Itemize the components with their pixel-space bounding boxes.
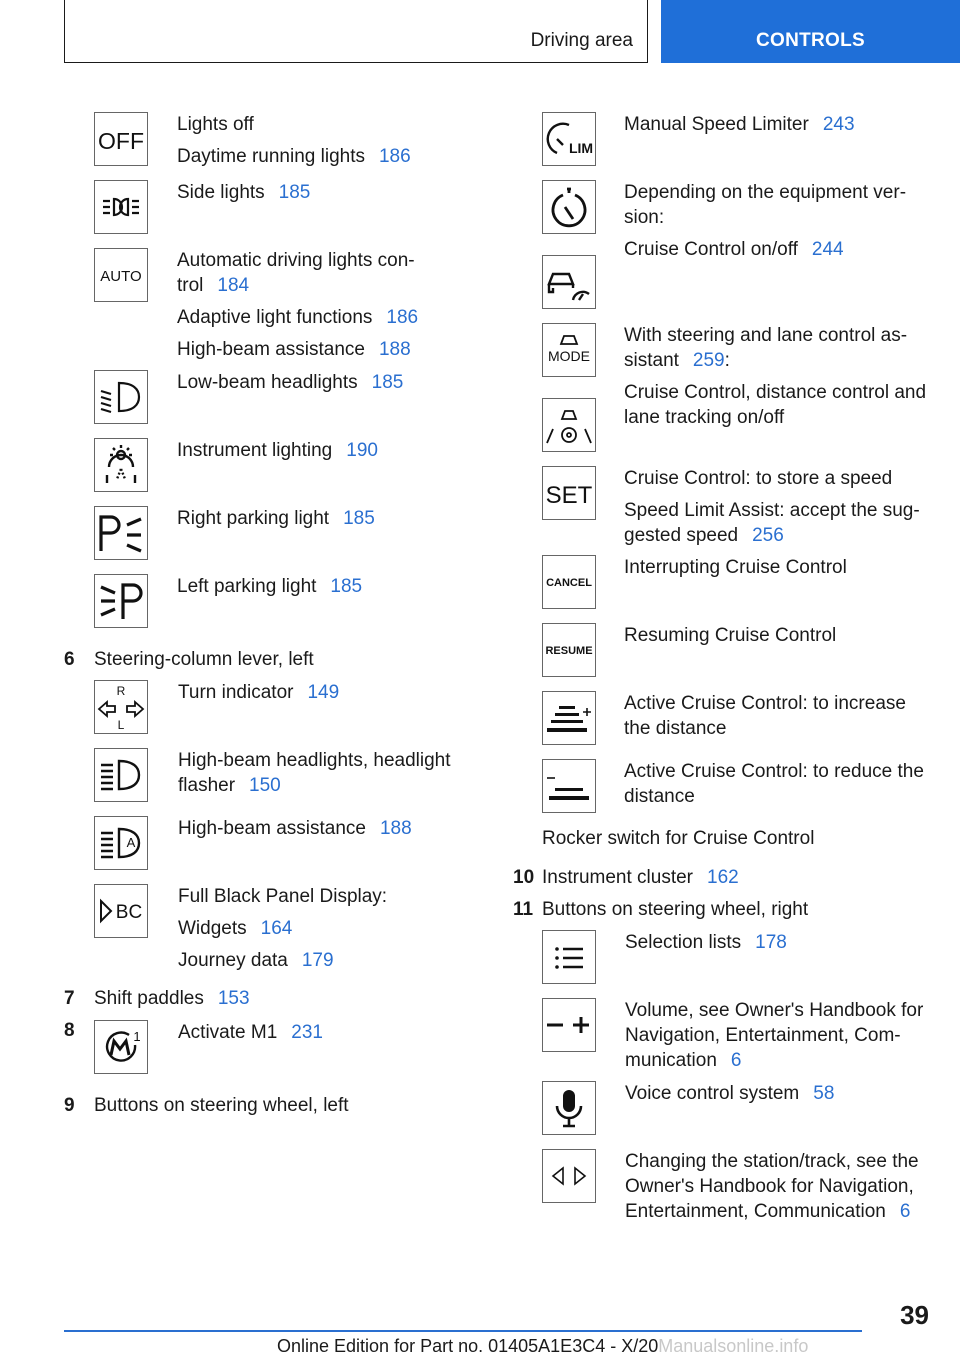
volume-icon (542, 998, 596, 1052)
low-beam-icon (94, 370, 148, 424)
right-parking-light-icon (94, 506, 148, 560)
side-lights-label: Side lights (177, 182, 265, 203)
speed-limiter-icon (542, 112, 596, 166)
cruise-row-7 (624, 623, 836, 655)
page-ref-link[interactable]: 231 (291, 1022, 323, 1043)
colon-suffix: : (724, 350, 730, 371)
item-number-7: 7 (64, 988, 75, 1009)
page-ref-link[interactable]: 188 (378, 339, 411, 360)
left-parking-light-icon (94, 574, 148, 628)
lane-steering-icon (542, 398, 596, 452)
item-number-6: 6 (64, 649, 75, 670)
distance-increase-icon (542, 691, 596, 745)
rocker-switch-label: Rocker switch for Cruise Control (542, 828, 815, 849)
lever-row-1 (178, 748, 451, 805)
instrument-cluster-label: Instrument cluster (542, 867, 693, 888)
shift-paddles-label: Shift paddles (94, 988, 204, 1009)
light-row-4 (177, 438, 378, 470)
adaptive-light-label: Adaptive light functions (177, 307, 373, 328)
lever-row-2 (178, 816, 412, 848)
page-ref-link[interactable]: 244 (811, 239, 844, 260)
header-chapter-tab (661, 0, 960, 63)
page-ref-link[interactable]: 162 (707, 867, 739, 888)
widgets-label: Widgets (178, 918, 247, 939)
page-ref-link[interactable]: 153 (217, 988, 250, 1009)
side-lights-icon (94, 180, 148, 234)
light-row-2 (177, 248, 418, 369)
reduce-distance-label: Active Cruise Control: to reduce the distance (624, 761, 924, 807)
light-row-0 (177, 112, 411, 176)
svg-text:RESUME: RESUME (545, 645, 593, 657)
interrupt-cruise-label: Interrupting Cruise Control (624, 557, 847, 578)
page-ref-link[interactable]: 243 (822, 114, 855, 135)
auto-lights-icon (94, 248, 148, 302)
equipment-version-label: Depending on the equipment ver- sion: (624, 182, 907, 228)
station-track-label: Changing the station/track, see the Owner's Handbook for Navigation, Entertainment, Communication (625, 1151, 919, 1222)
page-ref-link[interactable]: 186 (378, 146, 411, 167)
svg-text:1: 1 (133, 1029, 141, 1044)
cruise-row-8 (624, 691, 906, 748)
activate-m1-label: Activate M1 (178, 1022, 278, 1043)
cruise-row-3 (624, 323, 926, 437)
right-parking-label: Right parking light (177, 508, 330, 529)
page-ref-link[interactable]: 185 (278, 182, 311, 203)
set-icon (542, 466, 596, 520)
item-number-9: 9 (64, 1095, 75, 1116)
svg-text:LIM: LIM (568, 140, 594, 156)
page-ref-link[interactable]: 259 (692, 350, 725, 371)
instrument-lighting-label: Instrument lighting (177, 440, 333, 461)
cancel-icon (542, 555, 596, 609)
cruise-control-icon (542, 180, 596, 234)
item-label-7 (94, 988, 250, 1010)
svg-text:SET: SET (545, 482, 593, 509)
high-beam-assist-label: High-beam assistance (177, 339, 365, 360)
page-ref-link[interactable]: 58 (813, 1083, 835, 1104)
watermark-text: Manualsonline.info (658, 1336, 809, 1356)
svg-text:MODE: MODE (548, 348, 590, 364)
item-number-8: 8 (64, 1020, 75, 1041)
wheel-row-2 (625, 1081, 834, 1113)
page-ref-link[interactable]: 178 (755, 932, 787, 953)
volume-label: Volume, see Owner's Handbook for Navigation, Entertainment, Com- munication (625, 1000, 924, 1071)
station-track-icon (542, 1149, 596, 1203)
cruise-row-9 (624, 759, 924, 816)
voice-control-icon (542, 1081, 596, 1135)
auto-lights-label: Automatic driving lights con- trol (177, 250, 415, 296)
high-beam-label: High-beam headlights, headlight flasher (178, 750, 451, 796)
page-ref-link[interactable]: 6 (730, 1050, 742, 1071)
light-row-5 (177, 506, 375, 538)
left-parking-label: Left parking light (177, 576, 317, 597)
turn-indicator-label: Turn indicator (178, 682, 294, 703)
high-beam-assist-label-2: High-beam assistance (178, 818, 366, 839)
distance-lane-label: Cruise Control, distance control and lane tracking on/off (624, 382, 927, 428)
cruise-row-5 (624, 466, 920, 555)
m1-icon (94, 1020, 148, 1074)
light-row-6 (177, 574, 362, 606)
voice-control-label: Voice control system (625, 1083, 800, 1104)
speed-limit-assist-label: Speed Limit Assist: accept the sug- gested speed (624, 500, 920, 546)
high-beam-icon (94, 748, 148, 802)
high-beam-assist-icon (94, 816, 148, 870)
black-panel-label: Full Black Panel Display: (178, 886, 388, 907)
page-ref-link[interactable]: 149 (307, 682, 340, 703)
cruise-row-0 (624, 112, 855, 144)
svg-text:L: L (117, 718, 125, 732)
edition-text: Online Edition for Part no. 01405A1E3C4 - X/20 (277, 1336, 659, 1356)
selection-lists-icon (542, 930, 596, 984)
store-speed-label: Cruise Control: to store a speed (624, 468, 893, 489)
page-number: 39 (900, 1300, 929, 1330)
page-ref-link[interactable]: 179 (301, 950, 334, 971)
svg-text:R: R (116, 684, 126, 698)
page-ref-link[interactable]: 185 (343, 508, 375, 529)
low-beam-label: Low-beam headlights (177, 372, 358, 393)
distance-decrease-icon (542, 759, 596, 813)
page-ref-link[interactable]: 186 (386, 307, 419, 328)
increase-distance-label: Active Cruise Control: to increase the distance (624, 693, 906, 739)
svg-text:CANCEL: CANCEL (546, 577, 592, 589)
wheel-row-3 (625, 1149, 919, 1231)
cruise-on-off-label: Cruise Control on/off (624, 239, 798, 260)
footer-divider (64, 1330, 862, 1332)
page-ref-link[interactable]: 185 (371, 372, 404, 393)
page-ref-link[interactable]: 6 (899, 1201, 911, 1222)
lever-row-3 (178, 884, 387, 980)
svg-text:AUTO: AUTO (100, 268, 142, 285)
cruise-row-6 (624, 555, 847, 587)
journey-data-label: Journey data (178, 950, 288, 971)
footer-edition (277, 1336, 808, 1357)
light-row-1 (177, 180, 310, 212)
cruise-car-icon (542, 255, 596, 309)
item-label-9: Buttons on steering wheel, left (94, 1095, 349, 1116)
wheel-row-1 (625, 998, 923, 1080)
lever-row-0 (178, 680, 339, 712)
daytime-lights-label: Daytime running lights (177, 146, 365, 167)
header-section-box (64, 0, 648, 63)
page-ref-link[interactable]: 190 (346, 440, 378, 461)
page-ref-link[interactable]: 164 (260, 918, 293, 939)
item-label-6: Steering-column lever, left (94, 649, 314, 670)
item-label-10 (542, 867, 739, 889)
header-chapter-title: CONTROLS (755, 29, 865, 51)
page-ref-link[interactable]: 184 (217, 275, 250, 296)
svg-text:A: A (126, 835, 136, 850)
light-row-3 (177, 370, 403, 402)
lights-off-label: Lights off (177, 114, 254, 135)
selection-lists-label: Selection lists (625, 932, 742, 953)
svg-text:OFF: OFF (98, 128, 144, 154)
page-ref-link[interactable]: 188 (379, 818, 412, 839)
m1-row (178, 1020, 323, 1052)
page-ref-link[interactable]: 185 (330, 576, 363, 597)
wheel-row-0 (625, 930, 787, 962)
header-section-title: Driving area (530, 30, 633, 51)
mode-icon (542, 323, 596, 377)
page-ref-link[interactable]: 150 (249, 775, 281, 796)
turn-indicator-icon (94, 680, 148, 734)
item-number-11: 11 (513, 899, 534, 920)
speed-limiter-label: Manual Speed Limiter (624, 114, 809, 135)
steering-lane-label: With steering and lane control as- sistant (624, 325, 908, 371)
resume-icon (542, 623, 596, 677)
cruise-row-1 (624, 180, 906, 269)
item-number-10: 10 (513, 867, 535, 888)
lights-off-icon (94, 112, 148, 166)
svg-text:BC: BC (115, 902, 143, 923)
resume-cruise-label: Resuming Cruise Control (624, 625, 837, 646)
instrument-lighting-icon (94, 438, 148, 492)
bc-display-icon (94, 884, 148, 938)
page-ref-link[interactable]: 256 (752, 525, 784, 546)
item-label-11: Buttons on steering wheel, right (542, 899, 809, 920)
